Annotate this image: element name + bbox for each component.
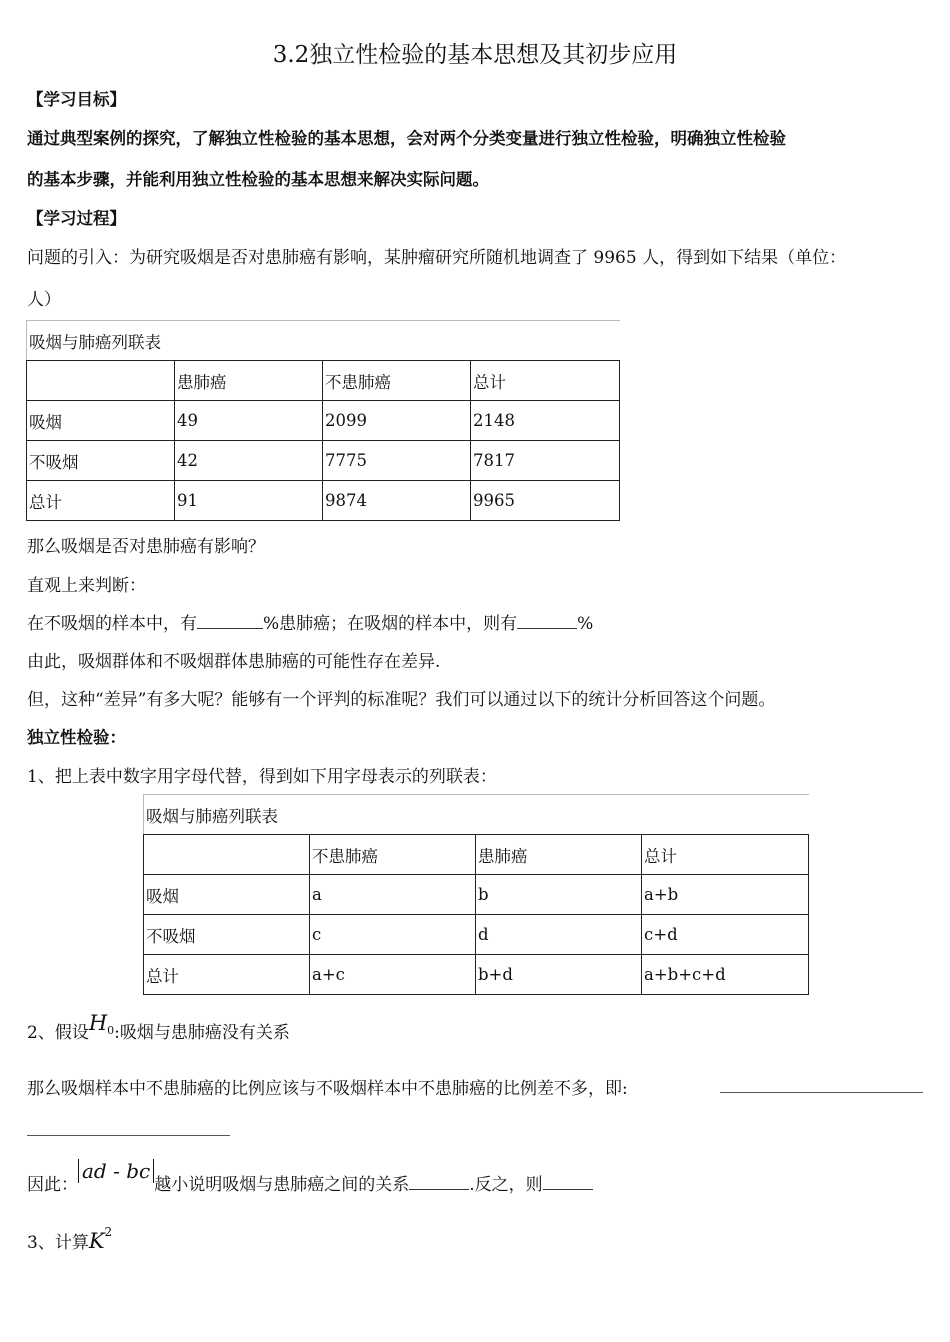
- h0-symbol: H: [88, 1011, 108, 1035]
- test-heading: 独立性检验：: [27, 728, 126, 747]
- header-cell: 不患肺癌: [323, 361, 471, 401]
- goal-heading: 【学习目标】: [27, 90, 126, 109]
- header-cell: 总计: [471, 361, 620, 401]
- table-row: [144, 915, 809, 955]
- table-header-row: [144, 835, 809, 875]
- abs-expression: ad - bc: [78, 1159, 154, 1183]
- q3-part-b: %患肺癌；在吸烟的样本中，则有: [263, 614, 518, 634]
- row-label: 吸烟: [144, 875, 310, 915]
- table-row: [144, 955, 809, 995]
- table-header-row: [27, 361, 620, 401]
- table-cell: 7817: [471, 441, 620, 481]
- answer-blank[interactable]: [197, 614, 263, 629]
- goal-text-line2: 的基本步骤，并能利用独立性检验的基本思想来解决实际问题。: [27, 170, 489, 189]
- table-caption-row: [144, 795, 809, 835]
- step-2-condition: 那么吸烟样本中不患肺癌的比例应该与不吸烟样本中不患肺癌的比例差不多，即:: [27, 1079, 628, 1099]
- table-row: [27, 481, 620, 521]
- question-2: 直观上来判断：: [27, 576, 146, 596]
- header-cell: 不患肺癌: [310, 835, 476, 875]
- table-cell: a: [310, 875, 476, 915]
- step2-prefix: 2、假设: [27, 1023, 89, 1043]
- table-cell: a+c: [310, 955, 476, 995]
- table-cell: 2099: [323, 401, 471, 441]
- header-cell: [144, 835, 310, 875]
- table-row: [144, 875, 809, 915]
- step-3: [27, 1225, 113, 1253]
- row-label: 不吸烟: [144, 915, 310, 955]
- answer-blank[interactable]: [543, 1175, 593, 1190]
- table-cell: 42: [175, 441, 323, 481]
- step-1: 1、把上表中数字用字母代替，得到如下用字母表示的列联表：: [27, 767, 497, 787]
- step3-prefix: 3、计算: [27, 1233, 89, 1253]
- table-row: [27, 441, 620, 481]
- therefore-mid: .反之，则: [469, 1175, 543, 1195]
- table-cell: 9874: [323, 481, 471, 521]
- table-cell: c+d: [642, 915, 809, 955]
- intro-line1: 问题的引入：为研究吸烟是否对患肺癌有影响，某肿瘤研究所随机地调查了 9965 人，得到如下结果（单位：: [27, 248, 847, 268]
- table-cell: a+b+c+d: [642, 955, 809, 995]
- answer-blank[interactable]: [409, 1175, 469, 1190]
- row-label: 不吸烟: [27, 441, 175, 481]
- h0-subscript: 0: [107, 1024, 115, 1037]
- contingency-table-numeric: [26, 320, 620, 521]
- table-cell: c: [310, 915, 476, 955]
- q3-part-a: 在不吸烟的样本中，有: [27, 614, 197, 634]
- contingency-table-symbolic: [143, 794, 809, 995]
- answer-line[interactable]: [720, 1092, 923, 1093]
- table-cell: a+b: [642, 875, 809, 915]
- table-cell: 9965: [471, 481, 620, 521]
- header-cell: 患肺癌: [175, 361, 323, 401]
- goal-text-line1: 通过典型案例的探究，了解独立性检验的基本思想，会对两个分类变量进行独立性检验，明确独立性检验: [27, 129, 786, 148]
- row-label: 总计: [144, 955, 310, 995]
- therefore-line: [27, 1159, 593, 1195]
- k-symbol: K: [88, 1229, 105, 1253]
- table-caption-row: [27, 321, 620, 361]
- intro-line2: 人）: [27, 290, 61, 310]
- header-cell: 总计: [642, 835, 809, 875]
- question-1: 那么吸烟是否对患肺癌有影响？: [27, 537, 265, 557]
- therefore-text: 越小说明吸烟与患肺癌之间的关系: [154, 1175, 410, 1195]
- table-cell: b: [476, 875, 642, 915]
- process-heading: 【学习过程】: [27, 209, 126, 228]
- table-caption: 吸烟与肺癌列联表: [27, 321, 620, 361]
- question-5: 但，这种“差异”有多大呢？能够有一个评判的标准呢？我们可以通过以下的统计分析回答这个问题。: [27, 690, 776, 710]
- row-label: 总计: [27, 481, 175, 521]
- table-cell: 7775: [323, 441, 471, 481]
- table-cell: 91: [175, 481, 323, 521]
- header-cell: [27, 361, 175, 401]
- row-label: 吸烟: [27, 401, 175, 441]
- answer-blank[interactable]: [517, 614, 577, 629]
- table-cell: d: [476, 915, 642, 955]
- table-cell: b+d: [476, 955, 642, 995]
- page-title: 3.2独立性检验的基本思想及其初步应用: [272, 42, 678, 68]
- table-cell: 49: [175, 401, 323, 441]
- table-cell: 2148: [471, 401, 620, 441]
- q3-part-c: %: [577, 614, 594, 634]
- k-superscript: 2: [104, 1225, 113, 1239]
- therefore-prefix: 因此：: [27, 1175, 78, 1195]
- step2-text: :吸烟与患肺癌没有关系: [114, 1023, 290, 1043]
- header-cell: 患肺癌: [476, 835, 642, 875]
- question-4: 由此，吸烟群体和不吸烟群体患肺癌的可能性存在差异.: [27, 652, 441, 672]
- table-row: [27, 401, 620, 441]
- answer-line[interactable]: [27, 1135, 230, 1136]
- question-3: [27, 609, 593, 634]
- step-2: [27, 1011, 290, 1043]
- table-caption: 吸烟与肺癌列联表: [144, 795, 809, 835]
